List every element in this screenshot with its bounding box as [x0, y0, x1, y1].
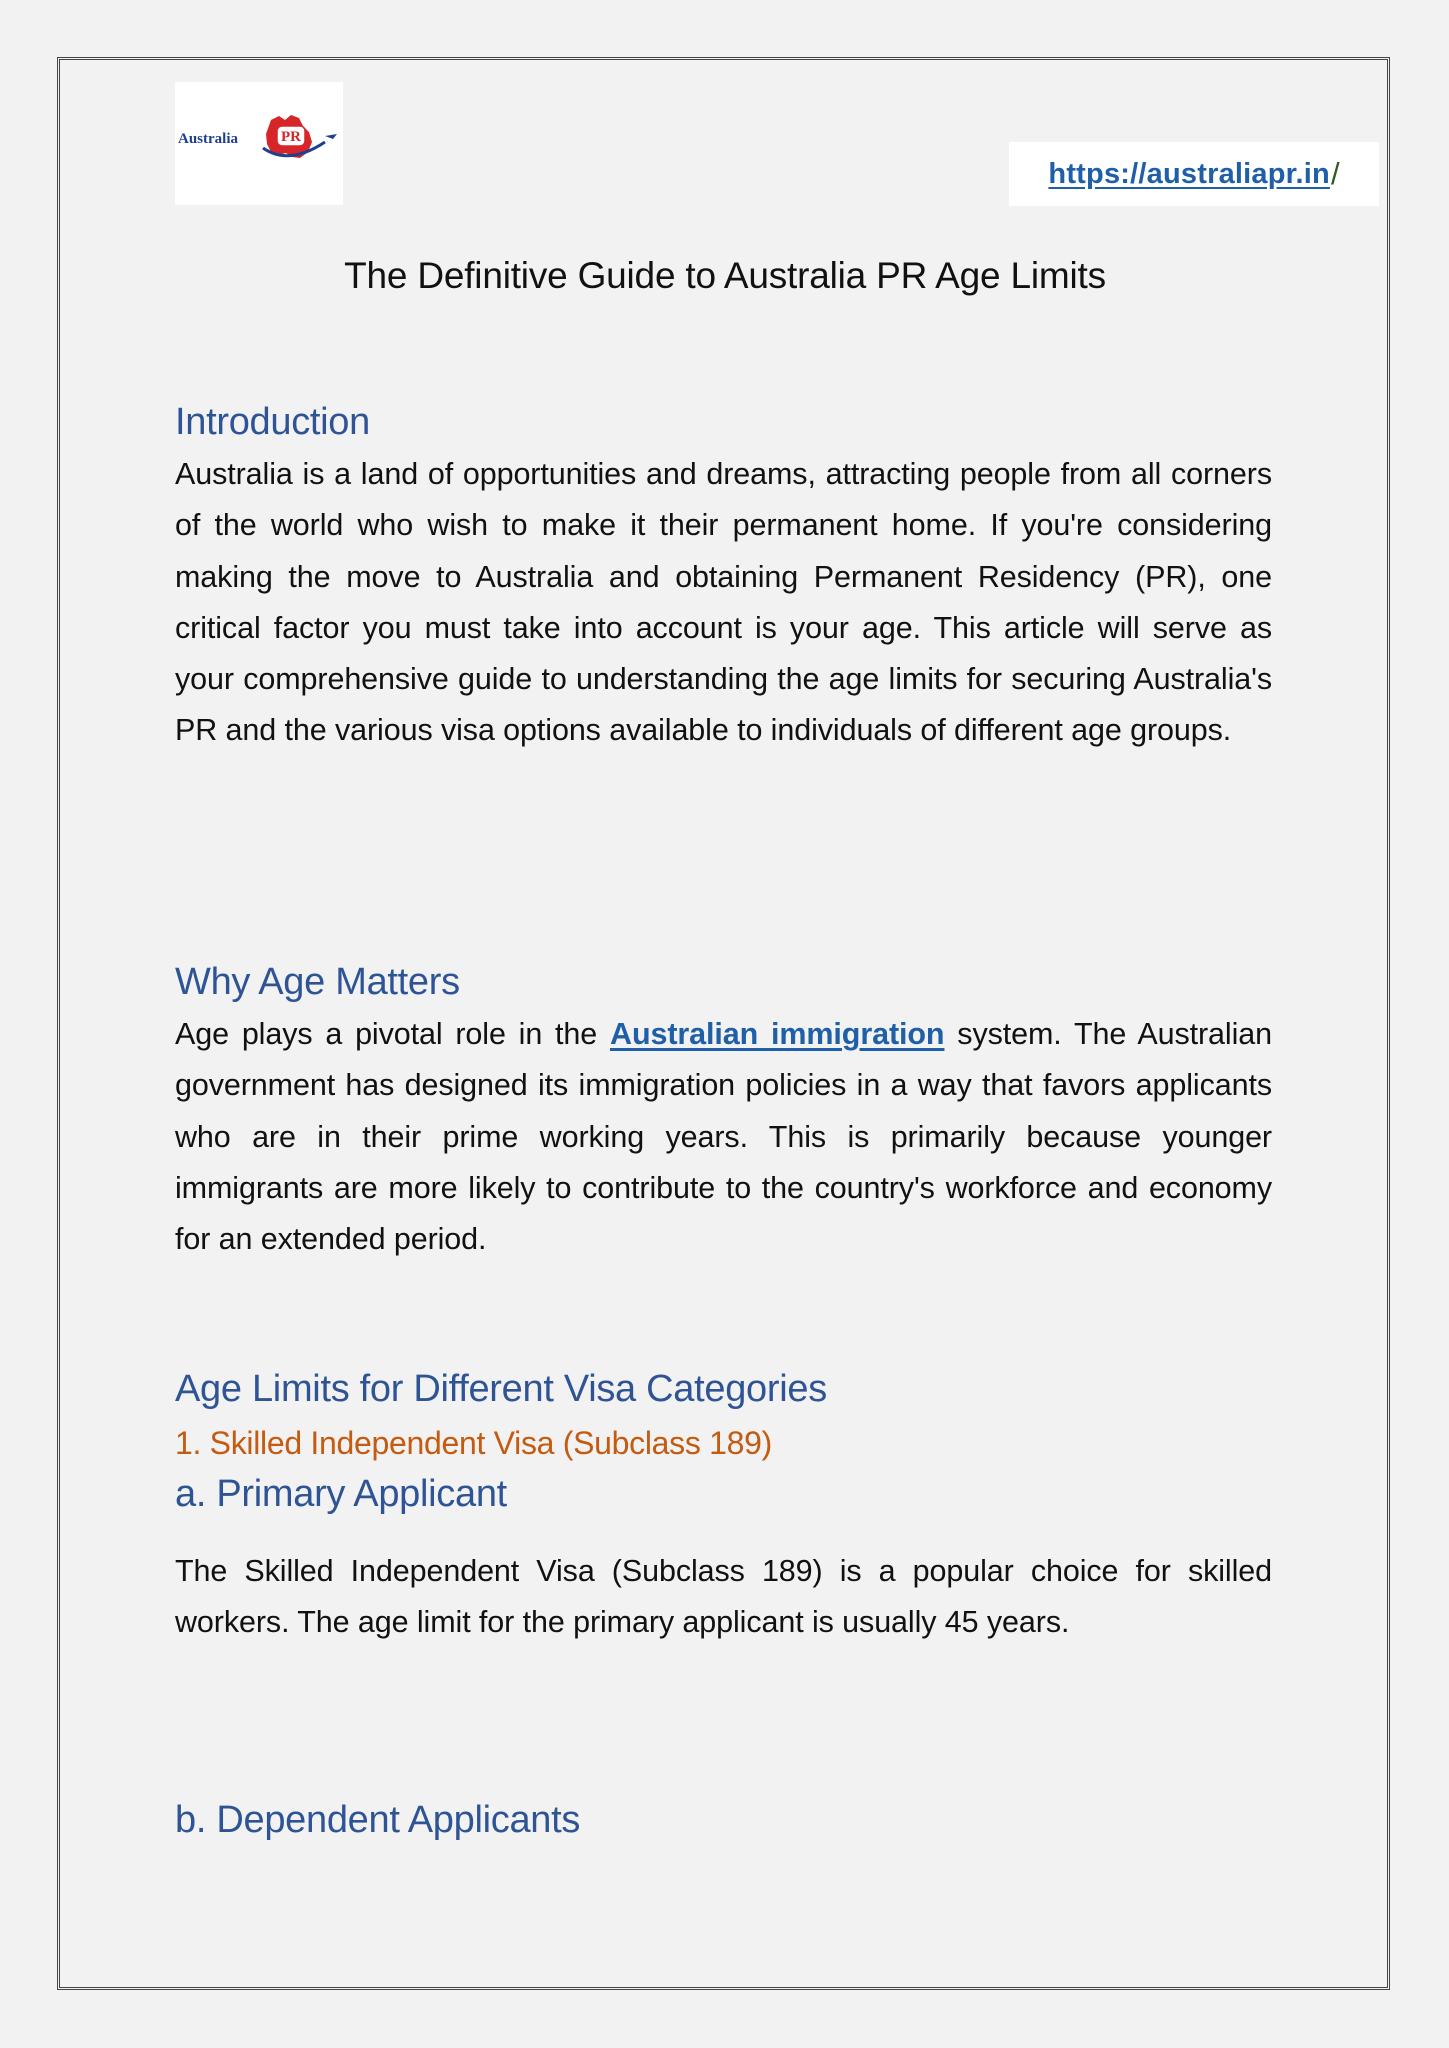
why-age-text-after: system. The Australian government has designed its immigration policies in a way that favors applicants who are in their prime working years. This is primarily because younger immigrants are more likely to contribute to the country's workforce and economy for an extended period. — [175, 1017, 1273, 1257]
age-limits-heading: Age Limits for Different Visa Categories — [175, 1368, 827, 1410]
primary-applicant-heading: a. Primary Applicant — [175, 1473, 507, 1515]
page-title: The Definitive Guide to Australia PR Age Limits — [344, 255, 1106, 296]
introduction-paragraph: Australia is a land of opportunities and dreams, attracting people from all corners of the world who wish to make it their permanent home. If you're considering making the move to Australia and obtaining Permanent Residency (PR), one critical factor you must take into account is your age. This article will serve as your comprehensive guide to understanding the age limits for securing Australia's PR and the various visa options available to individuals of different age groups. — [175, 457, 1272, 748]
introduction-heading: Introduction — [175, 401, 370, 443]
australian-immigration-link[interactable]: Australian immigration — [610, 1017, 945, 1051]
dependent-applicants-heading: b. Dependent Applicants — [175, 1799, 581, 1841]
why-age-matters-paragraph — [175, 1009, 1272, 1265]
primary-applicant-paragraph: The Skilled Independent Visa (Subclass 189) is a popular choice for skilled workers. The age limit for the primary applicant is usually 45 years. — [175, 1554, 1272, 1640]
website-link-slash: / — [1330, 156, 1340, 191]
why-age-matters-heading: Why Age Matters — [175, 961, 460, 1003]
website-url-box — [1009, 142, 1379, 206]
australia-pr-logo — [175, 82, 343, 205]
skilled-independent-visa-subheading: 1. Skilled Independent Visa (Subclass 189) — [175, 1425, 772, 1461]
logo-badge-text: PR — [281, 129, 301, 145]
why-age-text-before: Age plays a pivotal role in the — [175, 1017, 611, 1051]
logo-text: Australia — [178, 131, 238, 147]
website-link[interactable]: https://australiapr.in — [1048, 157, 1330, 190]
